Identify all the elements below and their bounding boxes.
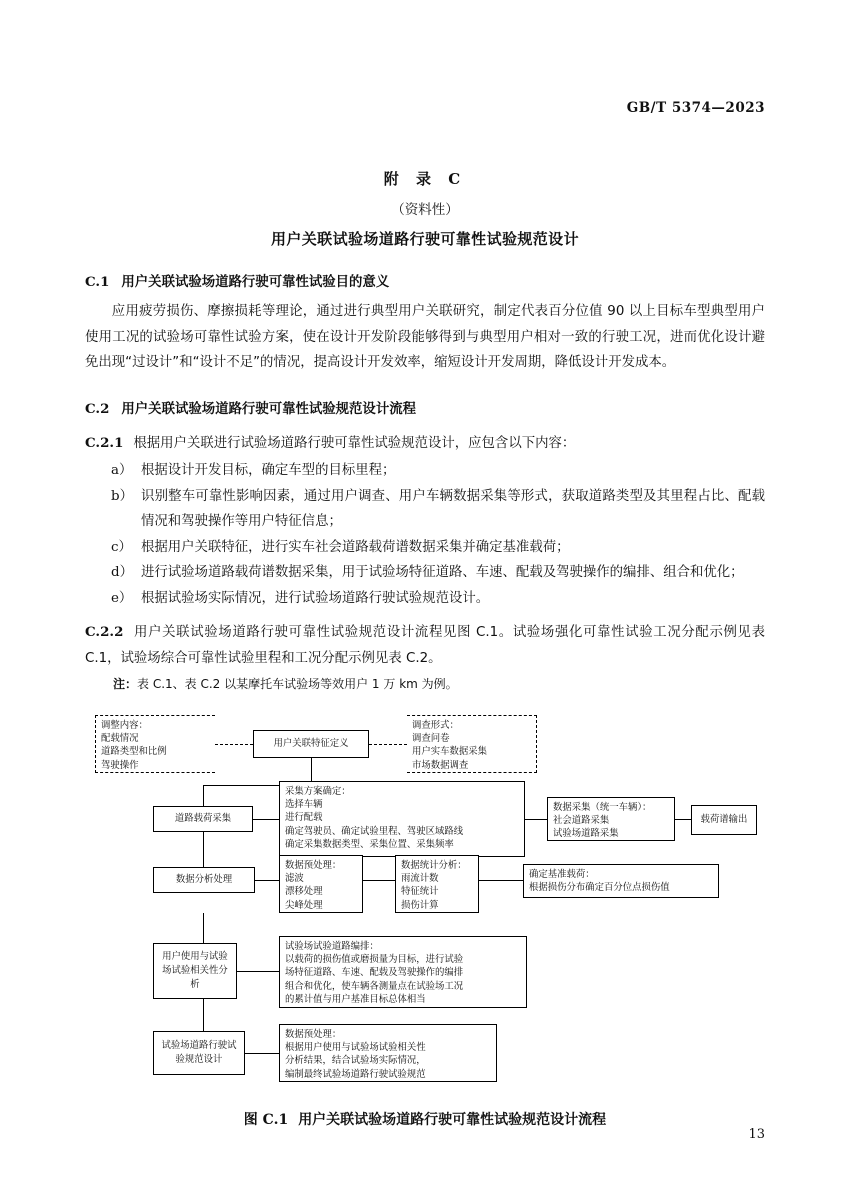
clause-title-c2: 用户关联试验场道路行驶可靠性试验规范设计流程 xyxy=(121,401,416,417)
page-number: 13 xyxy=(748,1127,765,1142)
clause-number-c21: C.2.1 xyxy=(85,434,124,451)
note-text: 表 C.1、表 C.2 以某摩托车试验场等效用户 1 万 km 为例。 xyxy=(137,677,458,691)
annex-title-block xyxy=(85,0,765,249)
flow-node-title: 数据预处理： xyxy=(285,860,342,871)
flow-connector-horizontal xyxy=(237,971,279,972)
flow-node-line: 确定驾驶员、确定试验里程、驾驶区域路线 xyxy=(285,825,464,837)
clause-title-c1: 用户关联试验场道路行驶可靠性试验目的意义 xyxy=(121,275,390,290)
flow-node-data-acquisition xyxy=(547,797,675,841)
clause-heading-c2 xyxy=(85,398,765,417)
annex-kind: （资料性） xyxy=(391,202,459,218)
flow-node-line: 根据损伤分布确定百分位点损伤值 xyxy=(529,882,670,894)
list-item-text: 根据用户关联特征，进行实车社会道路载荷谱数据采集并确定基准载荷； xyxy=(141,539,570,555)
flow-node-baseline-load xyxy=(523,864,719,898)
flow-node-line: 根据用户使用与试验场试验相关性 xyxy=(285,1042,426,1054)
flow-node-user-feature-def xyxy=(253,730,369,758)
clause-c1-paragraph: 应用疲劳损伤、摩擦损耗等理论，通过进行典型用户关联研究，制定代表百分位值 90 以上目标车型典型用户使用工况的试验场可靠性试验方案，使在设计开发阶段能够得到与典型用户相对一致的行驶工况，进而优化设计避免出现“过设计”和“设计不足”的情况，提高设计开发效率，缩短设计开发周期，降低设计开发成本。 xyxy=(85,304,765,370)
flow-node-title: 调查形式： xyxy=(412,720,459,731)
flow-node-line: 用户实车数据采集 xyxy=(412,746,488,758)
flow-node-data-analysis xyxy=(153,867,255,893)
flow-node-title: 用户关联特征定义 xyxy=(273,738,349,750)
clause-c22-note xyxy=(85,673,765,695)
list-item-label: d） xyxy=(111,565,133,580)
flow-node-title: 载荷谱输出 xyxy=(700,814,748,826)
running-header: GB/T 5374—2023 xyxy=(626,100,765,116)
clause-number-c1: C.1 xyxy=(85,274,110,290)
annex-title: 用户关联试验场道路行驶可靠性试验规范设计 xyxy=(270,230,579,248)
flow-node-road-arrangement xyxy=(279,936,527,1008)
flow-connector-horizontal xyxy=(675,819,691,820)
flow-connector-vertical xyxy=(203,999,204,1031)
figure-caption-number: 图 C.1 xyxy=(243,1112,289,1128)
flow-node-line: 滤波 xyxy=(285,873,304,885)
flow-node-spec-design xyxy=(153,1031,245,1075)
flow-node-line: 组合和优化，使车辆各测量点在试验场工况 xyxy=(285,980,464,992)
flow-node-title: 调整内容： xyxy=(101,720,148,731)
flow-node-line: 配载情况 xyxy=(101,733,139,745)
flow-node-data-postprocess xyxy=(279,1024,497,1082)
flowchart-figure xyxy=(85,709,765,1099)
flow-node-correlation-analysis xyxy=(153,943,237,999)
flow-node-line: 的累计值与用户基准目标总体相当 xyxy=(285,993,426,1005)
list-item xyxy=(85,560,765,586)
flow-node-line: 尖峰处理 xyxy=(285,899,323,911)
flow-node-title: 试验场道路行驶试验规范设计 xyxy=(161,1040,237,1065)
flow-node-line: 选择车辆 xyxy=(285,799,323,811)
flow-node-data-preprocess xyxy=(279,855,363,913)
flow-node-line: 以载荷的损伤值或磨损量为目标，进行试验 xyxy=(285,954,464,966)
flow-node-title: 数据采集（统一车辆）： xyxy=(553,802,652,813)
flow-node-line: 确定采集数据类型、采集位置、采集频率 xyxy=(285,838,454,850)
clause-c21-lead xyxy=(85,431,765,457)
flow-node-line: 场特征道路、车速、配载及驾驶操作的编排 xyxy=(285,967,464,979)
flow-node-title: 试验场试验道路编排： xyxy=(285,941,379,952)
flow-connector-horizontal xyxy=(255,880,279,881)
list-item xyxy=(85,586,765,612)
flow-node-line: 试验场道路采集 xyxy=(553,828,619,840)
flow-connector-horizontal xyxy=(245,1053,279,1054)
flow-connector-vertical xyxy=(203,913,204,943)
flow-node-line: 驾驶操作 xyxy=(101,759,139,771)
flow-connector-vertical xyxy=(203,785,204,806)
clause-c22-paragraph xyxy=(85,620,765,671)
list-item-text: 根据试验场实际情况，进行试验场道路行驶试验规范设计。 xyxy=(141,590,490,606)
clause-c21-text: 根据用户关联进行试验场道路行驶可靠性试验规范设计，应包含以下内容： xyxy=(133,435,576,451)
list-item xyxy=(85,484,765,535)
flow-node-line: 进行配载 xyxy=(285,812,323,824)
flow-node-survey-form xyxy=(407,715,537,773)
flow-connector-dashed xyxy=(369,744,407,745)
flow-node-line: 道路类型和比例 xyxy=(101,746,167,758)
flow-node-title: 数据统计分析： xyxy=(401,860,467,871)
clause-heading-c1 xyxy=(85,271,765,290)
flow-connector-horizontal xyxy=(253,819,279,820)
flow-node-title: 数据预处理： xyxy=(285,1029,342,1040)
flow-connector-dashed xyxy=(215,744,253,745)
flow-node-road-load-collect xyxy=(153,806,253,832)
clause-number-c22: C.2.2 xyxy=(85,624,124,640)
flow-node-line: 特征统计 xyxy=(401,886,439,898)
flow-node-line: 分析结果，结合试验场实际情况， xyxy=(285,1055,426,1067)
list-item-text: 识别整车可靠性影响因素，通过用户调查、用户车辆数据采集等形式，获取道路类型及其里程占比、配载情况和驾驶操作等用户特征信息； xyxy=(141,488,765,529)
annex-label: 附 录 C xyxy=(383,170,467,188)
list-item-label: e） xyxy=(111,590,133,606)
list-item xyxy=(85,535,765,561)
flow-node-collect-plan xyxy=(279,781,525,857)
list-item xyxy=(85,458,765,484)
list-item-text: 进行试验场道路载荷谱数据采集，用于试验场特征道路、车速、配载及驾驶操作的编排、组合和优化； xyxy=(141,565,744,580)
flow-node-adjust-content xyxy=(95,715,215,773)
flow-node-line: 漂移处理 xyxy=(285,886,323,898)
clause-c22-text: 用户关联试验场道路行驶可靠性试验规范设计流程见图 C.1。试验场强化可靠性试验工况分配示例见表 C.1，试验场综合可靠性试验里程和工况分配示例见表 C.2。 xyxy=(85,625,765,666)
flow-node-title: 确定基准载荷： xyxy=(529,869,595,880)
flow-node-line: 编制最终试验场道路行驶试验规范 xyxy=(285,1068,426,1080)
clause-number-c2: C.2 xyxy=(85,400,110,417)
flow-node-load-spectrum-output xyxy=(691,805,757,835)
figure-caption xyxy=(85,1109,765,1129)
flow-node-title: 数据分析处理 xyxy=(175,874,233,886)
flow-node-title: 采集方案确定： xyxy=(285,786,351,797)
list-item-label: b） xyxy=(111,488,133,504)
flow-node-line: 社会道路采集 xyxy=(553,815,610,827)
flow-connector-horizontal xyxy=(525,819,547,820)
flow-connector-horizontal xyxy=(479,880,523,881)
flow-node-title: 道路载荷采集 xyxy=(174,813,232,825)
flow-node-line: 市场数据调查 xyxy=(412,759,469,771)
flow-node-title: 用户使用与试验场试验相关性分析 xyxy=(162,951,228,990)
list-item-label: a） xyxy=(111,463,133,478)
flow-connector-vertical xyxy=(203,832,204,867)
list-item-label: c） xyxy=(111,539,132,555)
flow-node-data-statistics xyxy=(395,855,479,913)
flow-node-line: 调查问卷 xyxy=(412,733,450,745)
figure-caption-title: 用户关联试验场道路行驶可靠性试验规范设计流程 xyxy=(298,1112,607,1128)
flow-connector-horizontal xyxy=(363,880,395,881)
list-item-text: 根据设计开发目标，确定车型的目标里程； xyxy=(141,463,396,478)
flow-node-line: 损伤计算 xyxy=(401,899,439,911)
clause-c21-item-list xyxy=(85,458,765,611)
note-label: 注： xyxy=(113,677,138,691)
flow-node-line: 雨流计数 xyxy=(401,873,439,885)
